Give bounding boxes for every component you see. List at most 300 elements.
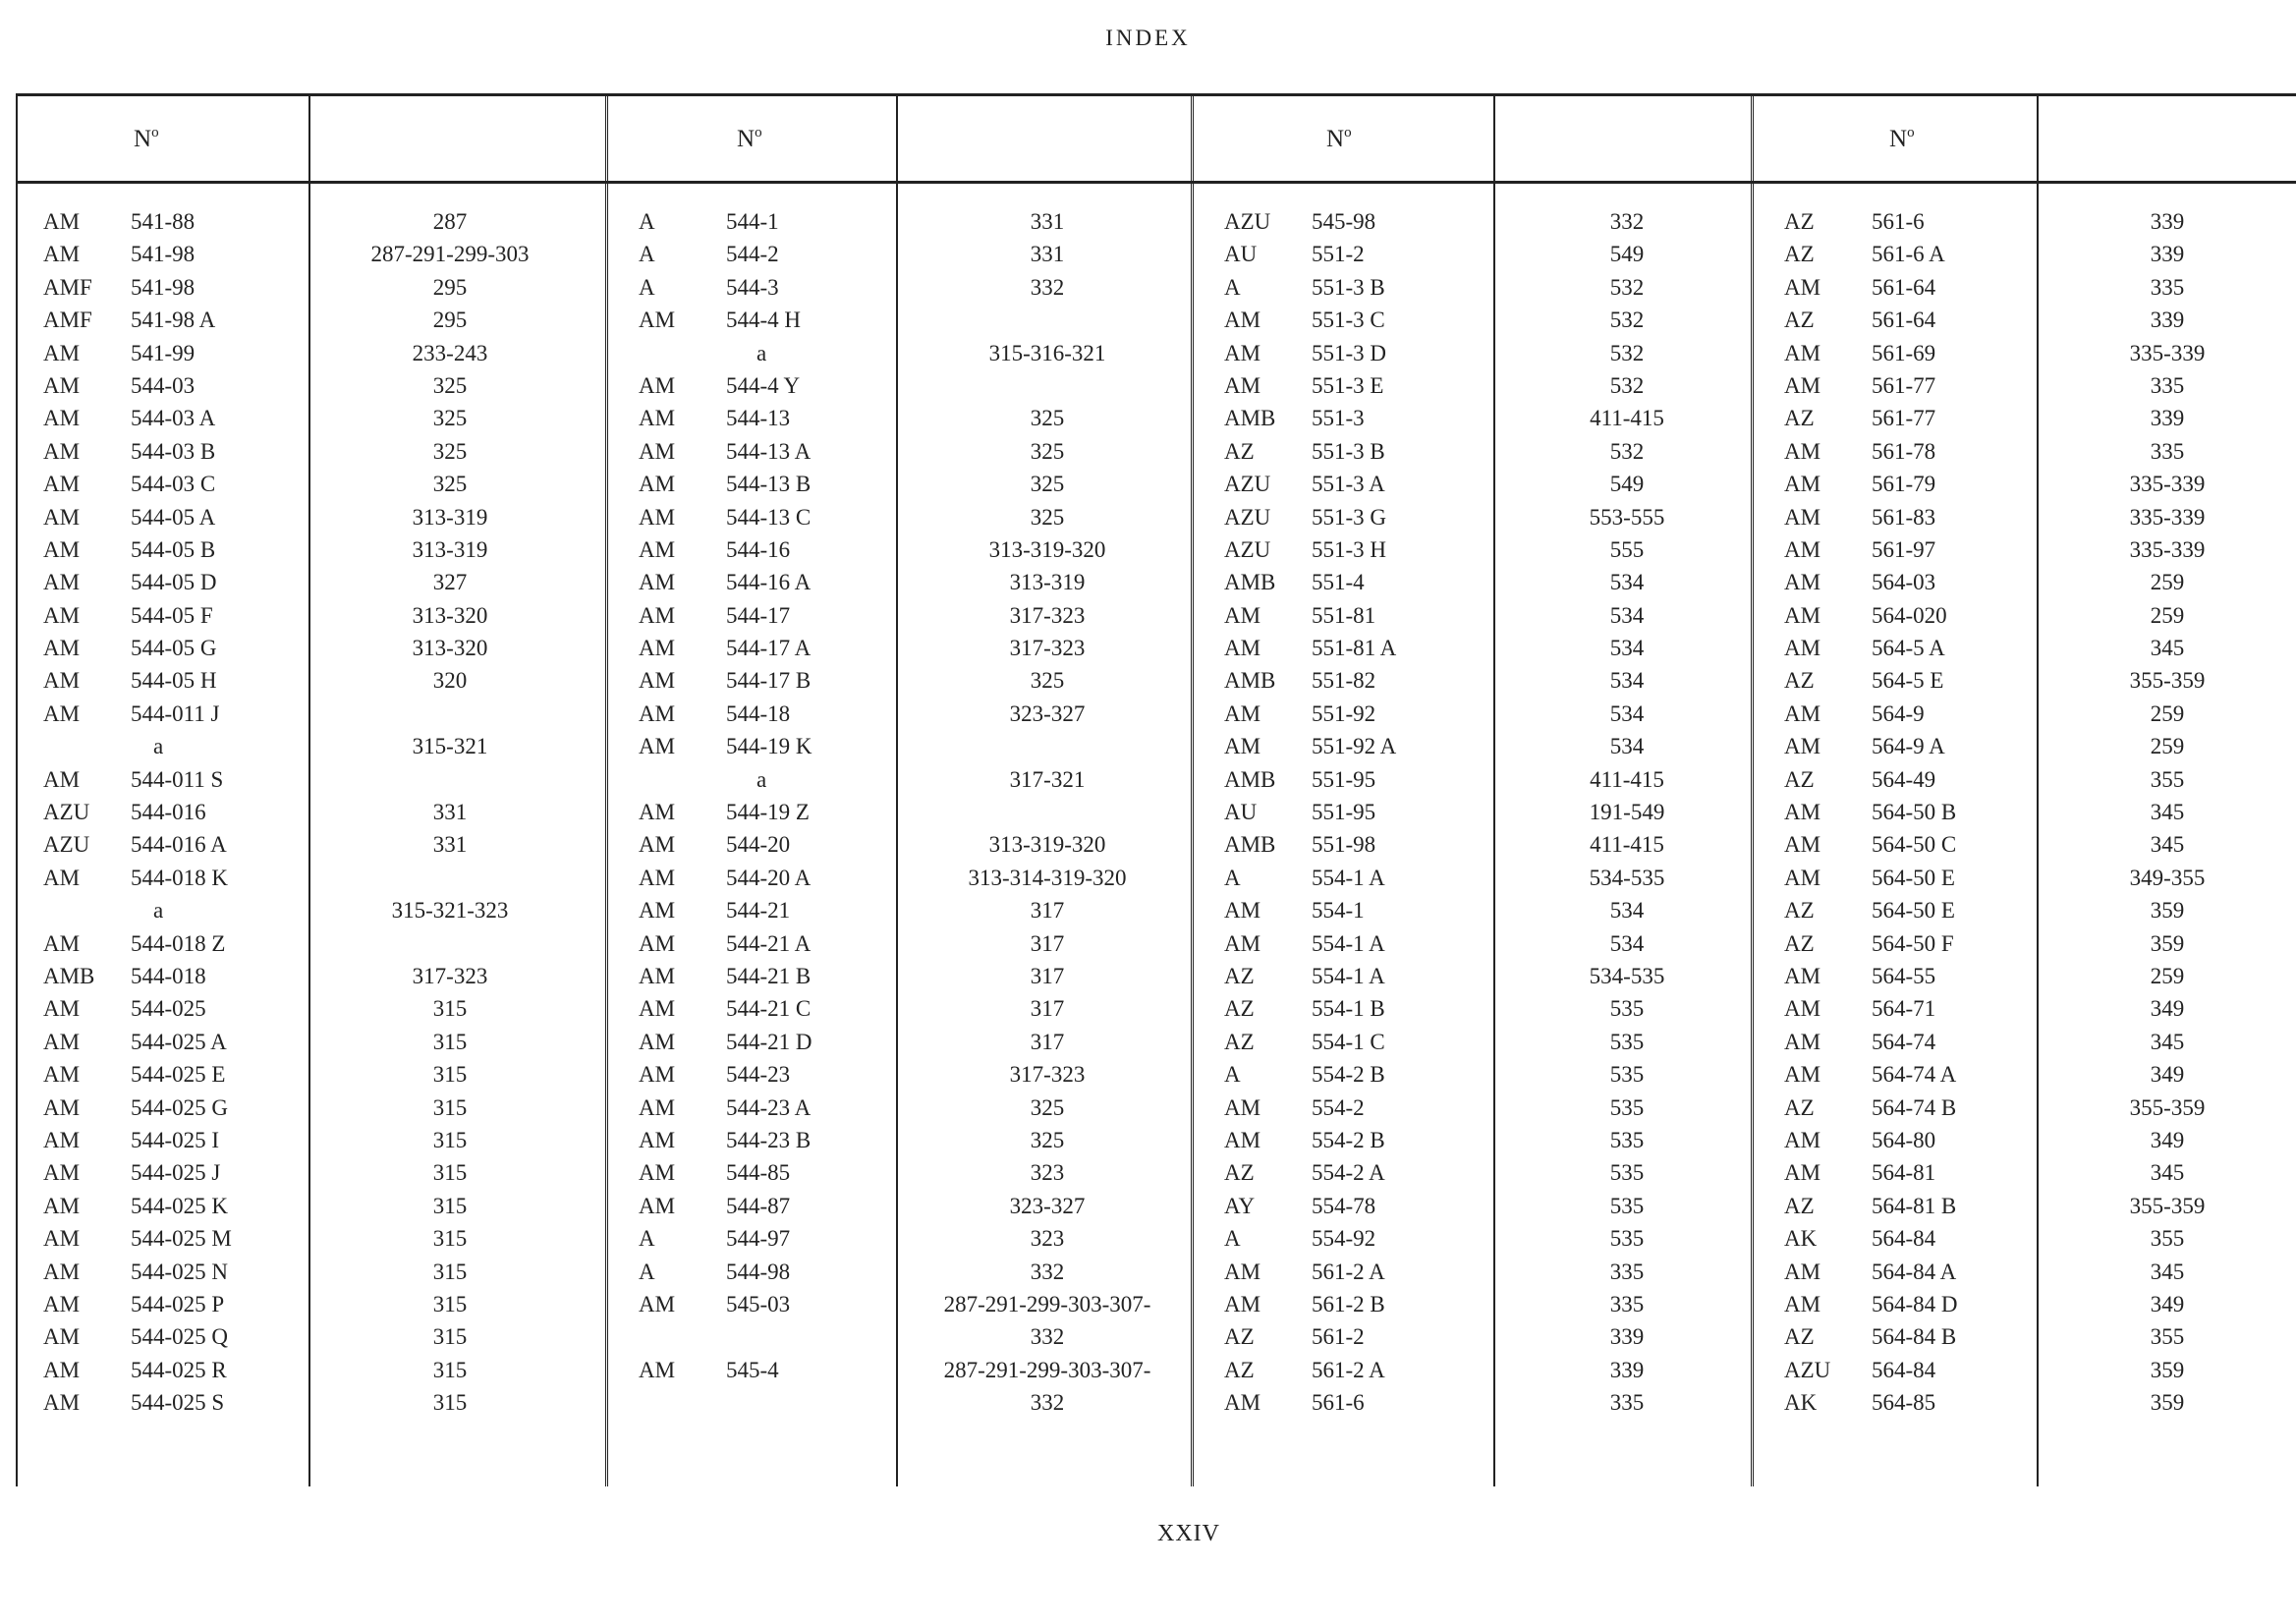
page-reference: 359 — [2150, 898, 2185, 924]
index-row — [611, 373, 1191, 406]
part-number: a — [756, 766, 767, 792]
page-reference: 287 — [432, 209, 468, 234]
page-reference: 349 — [2150, 996, 2185, 1022]
part-number: 544-16 A — [726, 570, 812, 595]
part-number: 544-20 — [726, 832, 791, 858]
index-table — [16, 93, 2296, 1486]
index-row — [611, 537, 1191, 570]
page-reference: 534 — [1609, 602, 1645, 628]
part-prefix: AM — [43, 570, 81, 595]
part-number: 564-49 — [1872, 766, 1936, 792]
page-reference: 315 — [432, 1357, 468, 1382]
part-number: 544-05 F — [131, 602, 213, 628]
page-reference: 532 — [1609, 372, 1645, 398]
index-row — [1197, 1095, 1751, 1128]
page-reference: 313-314-319-320 — [968, 865, 1127, 890]
page-reference: 325 — [1030, 504, 1065, 530]
page-reference: 317-323 — [1009, 602, 1086, 628]
header-number — [134, 125, 159, 153]
part-prefix: AM — [1784, 340, 1821, 365]
part-prefix: AM — [1224, 1127, 1261, 1152]
index-row — [1197, 537, 1751, 570]
part-prefix: AM — [43, 536, 81, 562]
part-number: 544-21 C — [726, 996, 812, 1022]
part-prefix: AM — [43, 1226, 81, 1252]
part-number: 561-2 B — [1312, 1291, 1385, 1316]
index-row — [1197, 1160, 1751, 1193]
index-row — [1757, 1095, 2296, 1128]
page-reference: 534 — [1609, 570, 1645, 595]
part-number: 544-23 B — [726, 1127, 812, 1152]
part-prefix: AM — [639, 996, 676, 1022]
page-reference: 315 — [432, 1226, 468, 1252]
page-reference: 335-339 — [2129, 536, 2206, 562]
page-reference: 287-291-299-303-307- — [943, 1291, 1151, 1316]
page-reference: 313-319 — [412, 504, 488, 530]
index-row — [1757, 800, 2296, 832]
part-number: 561-6 A — [1872, 242, 1945, 267]
page-reference: 287-291-299-303-307- — [943, 1357, 1151, 1382]
part-number: 544-1 — [726, 209, 779, 234]
index-row — [1197, 603, 1751, 636]
part-prefix: AMB — [43, 963, 95, 988]
page-reference: 315-316-321 — [988, 340, 1106, 365]
part-prefix: AM — [1224, 930, 1261, 956]
part-prefix: AM — [1224, 898, 1261, 924]
part-prefix: AM — [639, 536, 676, 562]
part-prefix: AM — [1224, 700, 1261, 726]
page-reference: 355 — [2150, 766, 2185, 792]
index-row — [1197, 1324, 1751, 1357]
part-number: 554-2 B — [1312, 1127, 1385, 1152]
index-row — [16, 1292, 605, 1324]
index-row — [16, 767, 605, 800]
part-prefix: AM — [43, 1324, 81, 1350]
page-reference: 335 — [2150, 438, 2185, 464]
page-reference: 535 — [1609, 1193, 1645, 1218]
index-row — [16, 406, 605, 438]
page-reference: 349 — [2150, 1062, 2185, 1088]
index-row — [611, 1030, 1191, 1062]
page-reference: 259 — [2150, 963, 2185, 988]
index-row — [1197, 373, 1751, 406]
part-number: 544-016 A — [131, 832, 227, 858]
part-number: 545-03 — [726, 1291, 791, 1316]
page-reference: 191-549 — [1589, 800, 1665, 825]
index-row — [1757, 1128, 2296, 1160]
page-reference: 345 — [2150, 1029, 2185, 1054]
part-number: 544-13 — [726, 406, 791, 431]
index-row — [1197, 866, 1751, 898]
index-row — [611, 1095, 1191, 1128]
page-reference: 549 — [1609, 242, 1645, 267]
part-prefix: AM — [43, 700, 81, 726]
part-prefix: AM — [43, 1193, 81, 1218]
part-number: 544-23 A — [726, 1094, 812, 1120]
part-number: 544-2 — [726, 242, 779, 267]
part-prefix: AM — [639, 570, 676, 595]
part-number: 561-77 — [1872, 372, 1936, 398]
part-prefix: AM — [639, 898, 676, 924]
page-reference: 335-339 — [2129, 504, 2206, 530]
part-number: 544-4 Y — [726, 372, 801, 398]
index-row — [1197, 800, 1751, 832]
part-number: 551-95 — [1312, 800, 1376, 825]
page-reference: 317 — [1030, 930, 1065, 956]
part-number: 544-025 — [131, 996, 206, 1022]
page-reference: 359 — [2150, 930, 2185, 956]
page-reference: 315 — [432, 1094, 468, 1120]
page-reference: 335 — [1609, 1291, 1645, 1316]
part-prefix: AZ — [1784, 930, 1815, 956]
part-prefix: AM — [639, 602, 676, 628]
page-reference: 317 — [1030, 963, 1065, 988]
part-prefix: AM — [639, 1291, 676, 1316]
index-row — [1197, 1226, 1751, 1259]
part-number: 561-6 — [1312, 1390, 1365, 1416]
index-row — [611, 832, 1191, 865]
index-row — [1197, 1260, 1751, 1292]
header-number-label: N — [737, 126, 756, 152]
page-reference: 345 — [2150, 1259, 2185, 1284]
part-prefix: AZ — [1224, 1324, 1255, 1350]
part-number: a — [153, 734, 164, 759]
index-row — [16, 275, 605, 308]
part-prefix: A — [1224, 274, 1241, 300]
index-column-group — [1757, 93, 2296, 1486]
part-prefix: AZ — [1784, 668, 1815, 694]
page-reference: 325 — [1030, 1094, 1065, 1120]
page-reference: 323-327 — [1009, 1193, 1086, 1218]
page-reference: 331 — [432, 800, 468, 825]
part-number: 544-025 M — [131, 1226, 232, 1252]
index-row — [16, 570, 605, 602]
part-prefix: AMB — [1224, 832, 1276, 858]
index-row — [611, 1160, 1191, 1193]
part-number: 564-74 A — [1872, 1062, 1957, 1088]
part-number: 544-025 A — [131, 1029, 227, 1054]
part-prefix: AM — [639, 438, 676, 464]
index-row — [1757, 1324, 2296, 1357]
index-rows — [16, 209, 605, 1423]
index-row — [611, 1194, 1191, 1226]
index-row — [1757, 1062, 2296, 1094]
page-reference: 315 — [432, 1324, 468, 1350]
index-row — [1757, 242, 2296, 274]
part-number: 561-78 — [1872, 438, 1936, 464]
part-number: 551-92 — [1312, 700, 1376, 726]
page-reference: 287-291-299-303 — [370, 242, 530, 267]
page-reference: 535 — [1609, 1062, 1645, 1088]
part-prefix: AM — [1784, 602, 1821, 628]
part-number: 544-025 R — [131, 1357, 227, 1382]
index-row — [1197, 209, 1751, 242]
page-reference: 534 — [1609, 930, 1645, 956]
page-reference: 534 — [1609, 734, 1645, 759]
part-prefix: AM — [1784, 1029, 1821, 1054]
part-prefix: AM — [1784, 800, 1821, 825]
part-number: 551-3 C — [1312, 308, 1385, 333]
page-reference: 549 — [1609, 472, 1645, 497]
page-reference: 325 — [1030, 438, 1065, 464]
page-reference: 315 — [432, 1259, 468, 1284]
part-prefix: AZ — [1784, 1324, 1815, 1350]
part-number: a — [756, 340, 767, 365]
index-row — [611, 767, 1191, 800]
part-prefix: AM — [1784, 372, 1821, 398]
part-number: 544-05 H — [131, 668, 217, 694]
part-prefix: AM — [43, 372, 81, 398]
page-reference: 323-327 — [1009, 700, 1086, 726]
index-row — [1197, 341, 1751, 373]
index-row — [611, 209, 1191, 242]
page-reference: 332 — [1030, 1259, 1065, 1284]
index-row — [16, 308, 605, 340]
index-row — [1197, 767, 1751, 800]
index-row — [16, 1324, 605, 1357]
index-row — [611, 505, 1191, 537]
page-reference: 313-319 — [1009, 570, 1086, 595]
part-prefix: AMF — [43, 274, 92, 300]
index-row — [1757, 1030, 2296, 1062]
page-reference: 339 — [2150, 242, 2185, 267]
header-number-superscript: o — [151, 125, 159, 140]
part-prefix: AM — [639, 963, 676, 988]
index-row — [1197, 1194, 1751, 1226]
part-prefix: AM — [639, 504, 676, 530]
part-number: 544-20 A — [726, 865, 812, 890]
page-reference: 315 — [432, 1160, 468, 1186]
part-number: 564-03 — [1872, 570, 1936, 595]
part-number: 544-3 — [726, 274, 779, 300]
part-prefix: AU — [1224, 242, 1258, 267]
page-reference: 325 — [432, 372, 468, 398]
page-reference: 355-359 — [2129, 1193, 2206, 1218]
index-row — [1757, 308, 2296, 340]
index-row — [611, 406, 1191, 438]
index-row — [16, 1128, 605, 1160]
index-row — [16, 209, 605, 242]
part-number: 551-3 B — [1312, 438, 1385, 464]
page-reference: 259 — [2150, 602, 2185, 628]
page-reference: 355 — [2150, 1324, 2185, 1350]
part-prefix: AM — [1784, 636, 1821, 661]
index-row — [1757, 866, 2296, 898]
part-number: 564-5 E — [1872, 668, 1944, 694]
page-reference: 317 — [1030, 996, 1065, 1022]
index-row — [611, 570, 1191, 602]
part-number: 554-2 B — [1312, 1062, 1385, 1088]
page-reference: 315 — [432, 1127, 468, 1152]
index-row — [1197, 964, 1751, 996]
part-number: 551-92 A — [1312, 734, 1397, 759]
part-prefix: AM — [639, 930, 676, 956]
index-row — [1197, 931, 1751, 964]
index-row — [16, 341, 605, 373]
part-number: 544-21 — [726, 898, 791, 924]
part-prefix: AM — [1784, 1160, 1821, 1186]
part-prefix: AM — [43, 1127, 81, 1152]
part-prefix: AM — [639, 668, 676, 694]
page-reference: 295 — [432, 274, 468, 300]
page-reference: 349 — [2150, 1127, 2185, 1152]
part-number: 544-21 A — [726, 930, 812, 956]
page-number: XXIV — [1157, 1521, 1220, 1546]
index-row — [611, 1226, 1191, 1259]
part-number: 554-1 A — [1312, 963, 1385, 988]
index-row — [1757, 964, 2296, 996]
part-prefix: AM — [1224, 734, 1261, 759]
page-reference: 323 — [1030, 1226, 1065, 1252]
part-number: 544-03 C — [131, 472, 216, 497]
index-row — [611, 996, 1191, 1029]
part-number: 544-018 — [131, 963, 206, 988]
page-title: INDEX — [1105, 26, 1191, 50]
page-reference: 339 — [2150, 209, 2185, 234]
header-number-label: N — [1889, 126, 1908, 152]
part-number: 544-19 Z — [726, 800, 810, 825]
part-prefix: AZ — [1784, 898, 1815, 924]
header-number-superscript: o — [755, 125, 762, 140]
index-column-group — [611, 93, 1191, 1486]
part-prefix: AM — [43, 1291, 81, 1316]
index-rows — [1197, 209, 1751, 1423]
index-row — [1197, 832, 1751, 865]
index-row — [16, 636, 605, 668]
part-number: 541-98 — [131, 242, 196, 267]
page-reference: 411-415 — [1590, 832, 1664, 858]
index-row — [16, 1260, 605, 1292]
part-prefix: AM — [43, 865, 81, 890]
page-reference: 534-535 — [1589, 865, 1665, 890]
part-number: 544-011 S — [131, 766, 224, 792]
part-number: 564-71 — [1872, 996, 1936, 1022]
part-number: 564-81 B — [1872, 1193, 1957, 1218]
page-reference: 345 — [2150, 636, 2185, 661]
page-reference: 325 — [432, 472, 468, 497]
part-number: 564-84 — [1872, 1357, 1936, 1382]
part-prefix: AMB — [1224, 406, 1276, 431]
part-number: 544-13 B — [726, 472, 812, 497]
page-reference: 317-323 — [1009, 636, 1086, 661]
index-row — [611, 1260, 1191, 1292]
index-row — [611, 800, 1191, 832]
index-row — [611, 1358, 1191, 1390]
page-reference: 534 — [1609, 898, 1645, 924]
index-row — [1197, 668, 1751, 700]
part-number: 564-55 — [1872, 963, 1936, 988]
part-number: 564-5 A — [1872, 636, 1945, 661]
page-reference: 313-319-320 — [988, 536, 1106, 562]
part-prefix: AM — [43, 242, 81, 267]
part-prefix: AM — [43, 996, 81, 1022]
part-number: 554-1 A — [1312, 930, 1385, 956]
index-row — [16, 1062, 605, 1094]
page-reference: 339 — [1609, 1357, 1645, 1382]
index-row — [611, 341, 1191, 373]
index-row — [1757, 767, 2296, 800]
page-reference: 534 — [1609, 668, 1645, 694]
index-row — [1757, 537, 2296, 570]
part-number: 541-98 — [131, 274, 196, 300]
part-prefix: AK — [1784, 1390, 1818, 1416]
part-number: 551-81 A — [1312, 636, 1397, 661]
part-prefix: A — [1224, 1226, 1241, 1252]
part-number: 551-4 — [1312, 570, 1365, 595]
page-reference: 323 — [1030, 1160, 1065, 1186]
part-prefix: AM — [43, 438, 81, 464]
index-row — [1757, 931, 2296, 964]
index-row — [1757, 898, 2296, 930]
part-number: 564-74 B — [1872, 1094, 1957, 1120]
part-number: 544-98 — [726, 1259, 791, 1284]
part-prefix: AM — [1784, 1291, 1821, 1316]
page-reference: 315 — [432, 1029, 468, 1054]
index-row — [16, 734, 605, 766]
page-reference: 532 — [1609, 438, 1645, 464]
index-row — [611, 1062, 1191, 1094]
page-reference: 534 — [1609, 636, 1645, 661]
part-number: 564-9 — [1872, 700, 1925, 726]
page-reference: 534-535 — [1589, 963, 1665, 988]
index-row — [611, 734, 1191, 766]
part-number: 554-78 — [1312, 1193, 1376, 1218]
index-row — [16, 1194, 605, 1226]
part-number: 561-83 — [1872, 504, 1936, 530]
index-row — [16, 1390, 605, 1423]
page-reference: 325 — [432, 438, 468, 464]
part-number: 544-05 A — [131, 504, 216, 530]
part-prefix: AM — [43, 1029, 81, 1054]
part-prefix: AM — [43, 636, 81, 661]
part-number: 561-2 A — [1312, 1357, 1385, 1382]
part-prefix: AZU — [1224, 209, 1271, 234]
page-reference: 317-323 — [1009, 1062, 1086, 1088]
page-reference: 259 — [2150, 700, 2185, 726]
part-number: 551-2 — [1312, 242, 1365, 267]
part-prefix: AMB — [1224, 668, 1276, 694]
part-prefix: AZ — [1784, 406, 1815, 431]
part-number: 544-17 A — [726, 636, 812, 661]
part-number: 551-95 — [1312, 766, 1376, 792]
part-number: 551-82 — [1312, 668, 1376, 694]
part-prefix: AM — [639, 1029, 676, 1054]
index-row — [1757, 505, 2296, 537]
part-prefix: AM — [43, 340, 81, 365]
index-row — [1197, 308, 1751, 340]
part-number: 561-6 — [1872, 209, 1925, 234]
part-prefix: AM — [1784, 700, 1821, 726]
index-row — [1197, 898, 1751, 930]
index-row — [1757, 996, 2296, 1029]
part-number: 544-03 B — [131, 438, 216, 464]
part-prefix: AZU — [1224, 504, 1271, 530]
index-row — [16, 603, 605, 636]
part-number: 544-21 D — [726, 1029, 812, 1054]
page-reference: 331 — [432, 832, 468, 858]
index-row — [611, 275, 1191, 308]
index-row — [1757, 341, 2296, 373]
page-reference: 259 — [2150, 734, 2185, 759]
index-row — [1757, 1226, 2296, 1259]
page-reference: 535 — [1609, 1094, 1645, 1120]
part-number: 551-3 B — [1312, 274, 1385, 300]
part-prefix: AM — [1784, 536, 1821, 562]
part-prefix: AZU — [43, 832, 90, 858]
index-row — [1757, 570, 2296, 602]
header-number — [737, 125, 762, 153]
page-reference: 295 — [432, 308, 468, 333]
